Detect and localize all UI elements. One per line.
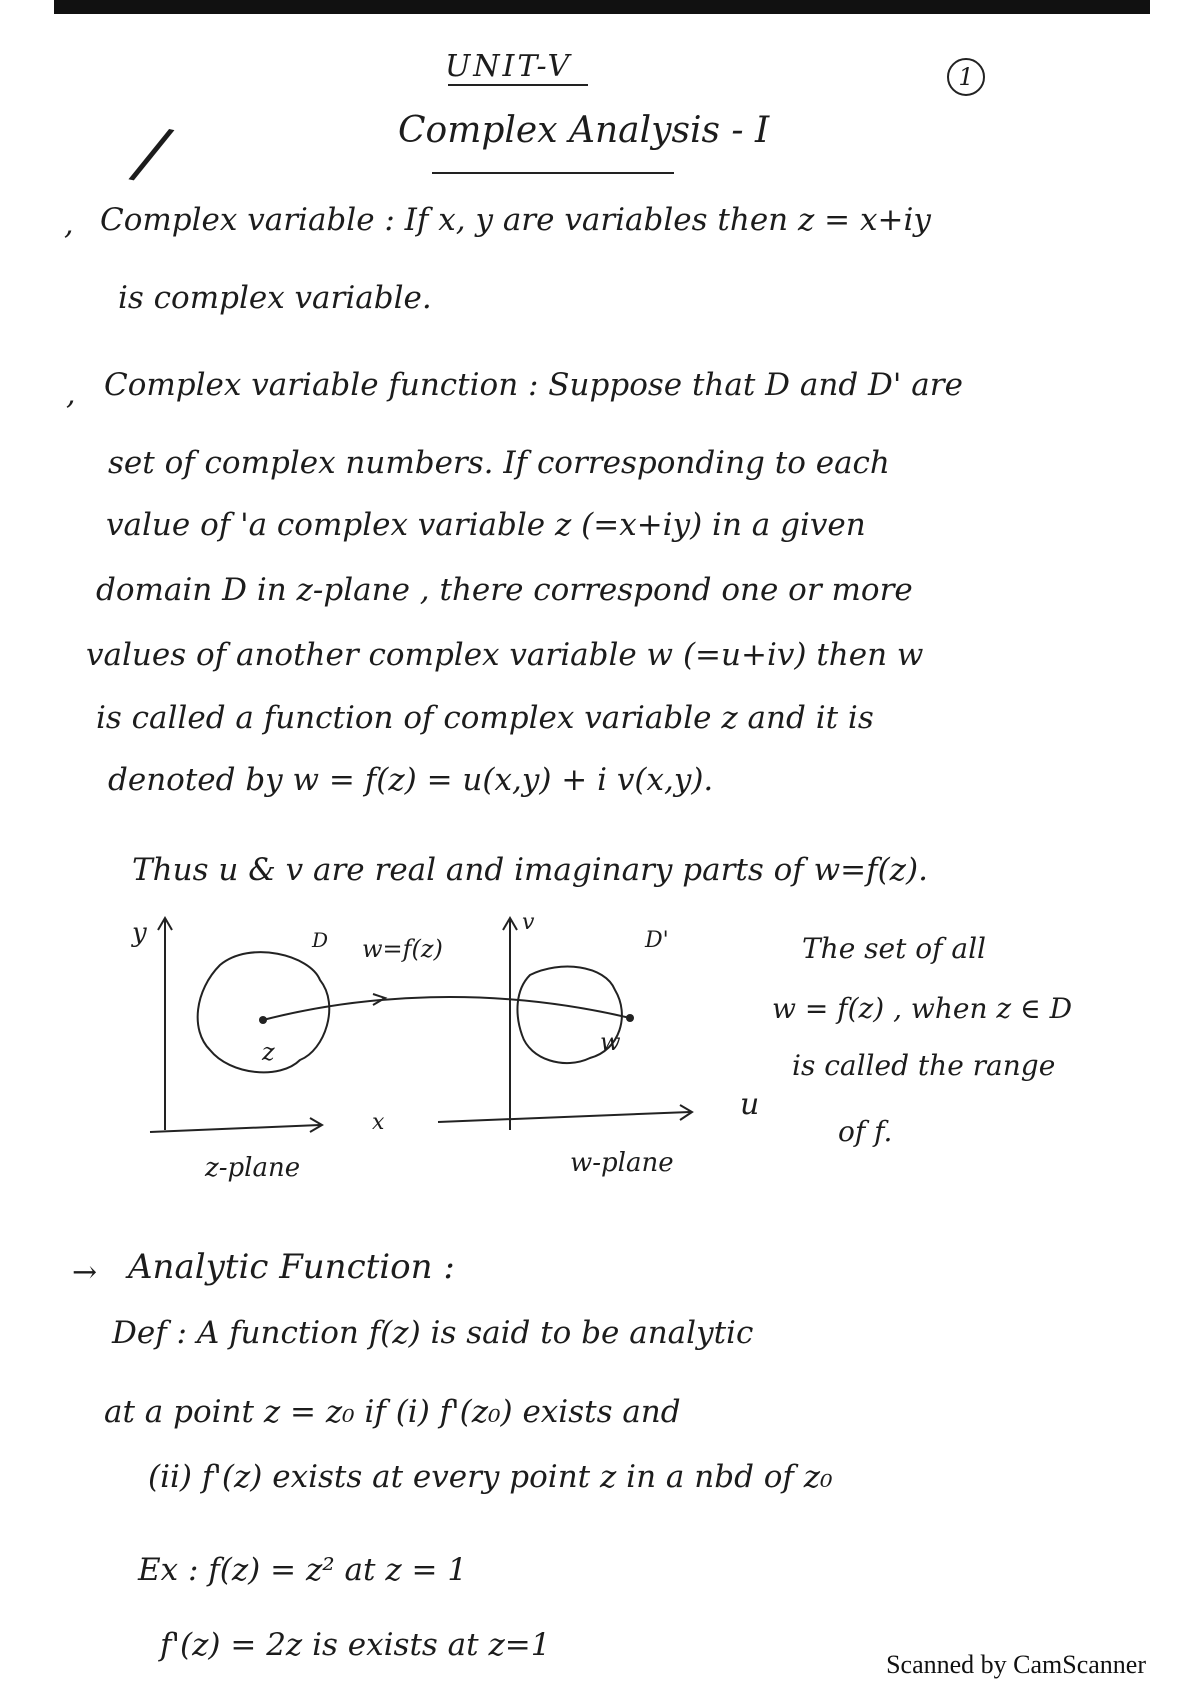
cv-function-line2: set of complex numbers. If corresponding to each [108, 445, 890, 481]
analytic-def-line2: at a point z = z₀ if (i) f'(z₀) exists and [104, 1394, 681, 1430]
z-plane-label: z-plane [205, 1153, 301, 1183]
mapping-label: w=f(z) [362, 935, 443, 963]
page-title-underline [432, 172, 674, 174]
range-text-line4: of f. [838, 1115, 893, 1148]
range-text-line3: is called the range [792, 1049, 1056, 1082]
margin-slash-mark: / [131, 110, 172, 196]
cv-function-line3: value of 'a complex variable z (=x+iy) in a given [106, 507, 866, 543]
bullet-arrow-mark: → [72, 1255, 98, 1290]
analytic-def-line3: (ii) f'(z) exists at every point z in a nbd of z₀ [148, 1459, 833, 1495]
range-text-line2: w = f(z) , when z ∈ D [772, 992, 1073, 1025]
cv-function-line6: is called a function of complex variable z and it is [96, 700, 874, 736]
bullet-mark: , [64, 207, 74, 242]
complex-variable-line2: is complex variable. [118, 280, 432, 316]
unit-title: UNIT-V [445, 49, 573, 84]
cv-function-line1: Complex variable function : Suppose that D and D' are [104, 367, 963, 403]
diagram-y-label: y [132, 918, 147, 948]
analytic-example-line1: Ex : f(z) = z² at z = 1 [138, 1552, 468, 1588]
point-w [626, 1014, 634, 1022]
diagram-Dprime-label: D' [645, 928, 669, 953]
z-plane-x-axis [150, 1125, 320, 1132]
mapping-curve [263, 997, 630, 1020]
w-plane-label: w-plane [570, 1148, 674, 1178]
page-title: Complex Analysis - I [398, 110, 770, 151]
analytic-heading: Analytic Function : [128, 1247, 455, 1287]
diagram-D-label: D [312, 928, 329, 952]
diagram-x-label: x [372, 1110, 385, 1135]
cv-function-line4: domain D in z-plane , there correspond one or more [96, 572, 913, 608]
range-text-line1: The set of all [802, 932, 986, 965]
scan-top-border [54, 0, 1150, 14]
diagram-z-label: z [262, 1038, 275, 1066]
analytic-def-line1: Def : A function f(z) is said to be analytic [112, 1315, 754, 1351]
scanner-watermark: Scanned by CamScanner [886, 1650, 1146, 1679]
diagram-u-label: u [740, 1087, 760, 1122]
cv-function-line8: Thus u & v are real and imaginary parts of w=f(z). [132, 852, 928, 888]
cv-function-line7: denoted by w = f(z) = u(x,y) + i v(x,y). [108, 762, 714, 798]
w-plane-u-axis [438, 1112, 690, 1122]
analytic-example-line2: f'(z) = 2z is exists at z=1 [160, 1627, 551, 1663]
bullet-mark: , [66, 377, 76, 412]
complex-variable-line1: Complex variable : If x, y are variables then z = x+iy [100, 202, 931, 238]
page-number: 1 [947, 58, 985, 96]
cv-function-line5: values of another complex variable w (=u+iv) then w [86, 637, 924, 673]
unit-title-underline [448, 84, 588, 86]
diagram-v-label: v [522, 910, 535, 935]
diagram-w-label: w [600, 1028, 621, 1056]
